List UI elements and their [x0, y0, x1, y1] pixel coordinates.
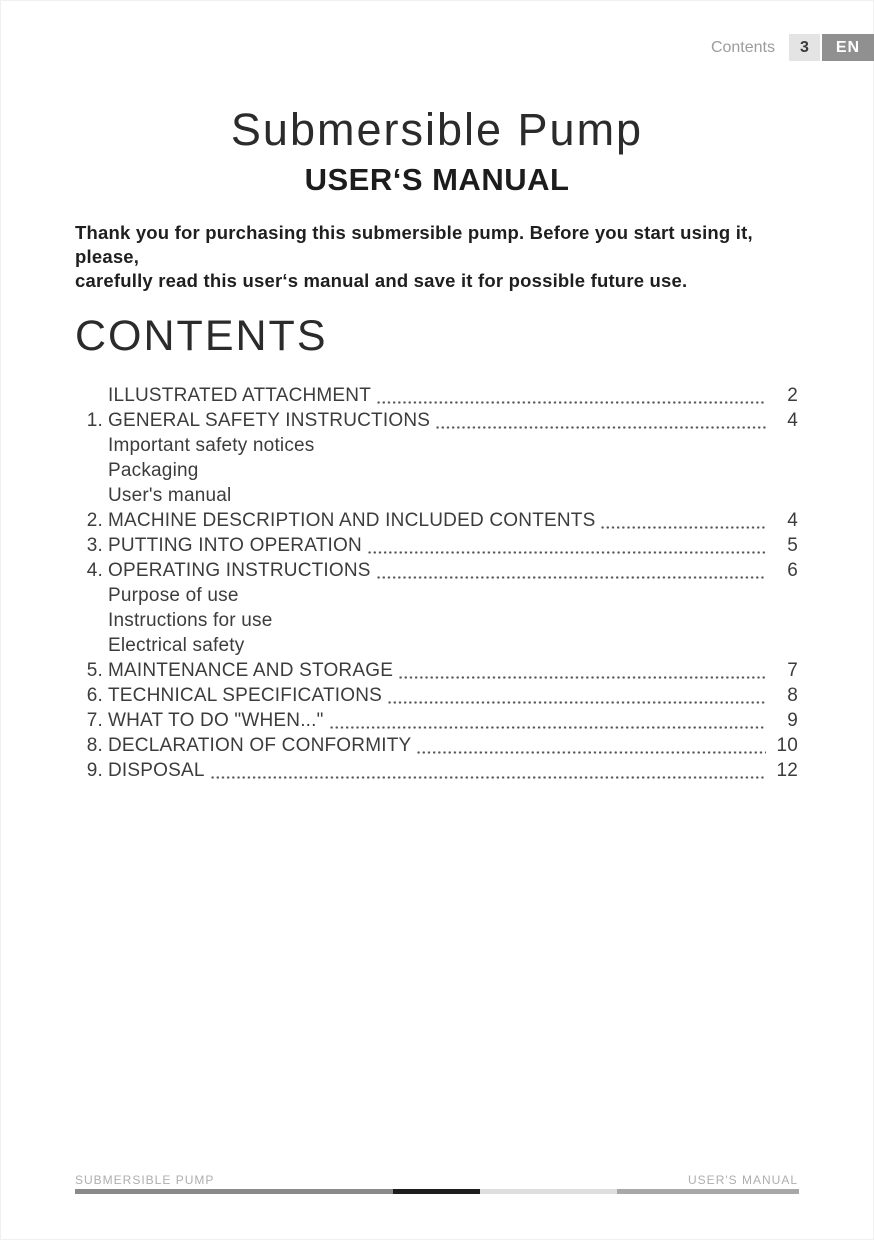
- header-section-label: Contents: [710, 38, 775, 56]
- toc-leader-dots: [600, 510, 766, 535]
- toc-row: [75, 660, 798, 685]
- toc-list: [75, 385, 798, 785]
- toc-leader-dots: [398, 660, 766, 685]
- toc-row: [75, 385, 798, 410]
- toc-leader-dots: [329, 710, 766, 735]
- toc-item-number: 3.: [86, 535, 103, 556]
- intro-line-1: Thank you for purchasing this submersible pump. Before you start using it, please,: [75, 222, 753, 267]
- toc-item-number: 1.: [86, 410, 103, 431]
- toc-item-title: Packaging: [108, 460, 199, 481]
- toc-item-title: WHAT TO DO "WHEN...": [108, 710, 324, 731]
- toc-row: [75, 735, 798, 760]
- footer-bar-segment: [617, 1189, 799, 1194]
- intro-line-2: carefully read this user‘s manual and save it for possible future use.: [75, 270, 688, 291]
- toc-item-title: Purpose of use: [108, 585, 239, 606]
- toc-item-number: 2.: [86, 510, 103, 531]
- language-badge: EN: [822, 34, 874, 61]
- intro-paragraph: [75, 221, 799, 293]
- toc-row: [75, 535, 798, 560]
- toc-item-title: PUTTING INTO OPERATION: [108, 535, 362, 556]
- toc-item-title: DISPOSAL: [108, 760, 205, 781]
- toc-item-number: 4.: [86, 560, 103, 581]
- toc-item-page: 9: [787, 710, 798, 731]
- toc-item-number: 9.: [86, 760, 103, 781]
- page-header: [711, 34, 874, 61]
- toc-leader-dots: [210, 760, 766, 785]
- toc-item-title: MAINTENANCE AND STORAGE: [108, 660, 394, 681]
- toc-item-number: 7.: [86, 710, 103, 731]
- toc-item-number: 6.: [86, 685, 103, 706]
- toc-leader-dots: [376, 385, 766, 410]
- footer-bar: [75, 1189, 799, 1194]
- footer-bar-segment: [393, 1189, 480, 1194]
- toc-row: [75, 560, 798, 585]
- toc-row: [75, 460, 798, 485]
- document-title: Submersible Pump: [230, 104, 644, 155]
- toc-item-page: 5: [787, 535, 798, 556]
- toc-item-title: DECLARATION OF CONFORMITY: [108, 735, 412, 756]
- toc-item-page: 2: [787, 385, 798, 406]
- toc-item-title: Instructions for use: [108, 610, 273, 631]
- toc-item-page: 4: [787, 410, 798, 431]
- toc-row: [75, 635, 798, 660]
- toc-item-title: Important safety notices: [108, 435, 315, 456]
- toc-item-title: Electrical safety: [108, 635, 245, 656]
- toc-item-page: 12: [776, 760, 798, 781]
- toc-item-title: MACHINE DESCRIPTION AND INCLUDED CONTENTS: [108, 510, 596, 531]
- toc-row: [75, 610, 798, 635]
- toc-leader-dots: [376, 560, 766, 585]
- toc-item-title: ILLUSTRATED ATTACHMENT: [108, 385, 372, 406]
- footer-manual-label: USER'S MANUAL: [688, 1173, 798, 1187]
- toc-item-number: 8.: [86, 735, 103, 756]
- toc-leader-dots: [435, 410, 766, 435]
- footer-product-name: SUBMERSIBLE PUMP: [75, 1173, 215, 1187]
- toc-row: [75, 410, 798, 435]
- toc-item-title: User's manual: [108, 485, 232, 506]
- page-number-badge: 3: [789, 34, 820, 61]
- toc-leader-dots: [416, 735, 766, 760]
- toc-item-page: 10: [776, 735, 798, 756]
- toc-row: [75, 585, 798, 610]
- toc-item-page: 4: [787, 510, 798, 531]
- toc-row: [75, 760, 798, 785]
- toc-row: [75, 685, 798, 710]
- toc-item-page: 8: [787, 685, 798, 706]
- toc-item-page: 6: [787, 560, 798, 581]
- toc-row: [75, 510, 798, 535]
- toc-row: [75, 435, 798, 460]
- toc-leader-dots: [387, 685, 766, 710]
- toc-item-title: OPERATING INSTRUCTIONS: [108, 560, 371, 581]
- toc-row: [75, 485, 798, 510]
- footer-bar-segment: [480, 1189, 617, 1194]
- toc-item-number: 5.: [86, 660, 103, 681]
- toc-item-title: TECHNICAL SPECIFICATIONS: [108, 685, 383, 706]
- document-subtitle: USER‘S MANUAL: [304, 162, 570, 197]
- toc-leader-dots: [367, 535, 766, 560]
- contents-heading: CONTENTS: [75, 312, 328, 360]
- toc-row: [75, 710, 798, 735]
- toc-item-title: GENERAL SAFETY INSTRUCTIONS: [108, 410, 431, 431]
- toc-item-page: 7: [787, 660, 798, 681]
- footer-bar-segment: [75, 1189, 393, 1194]
